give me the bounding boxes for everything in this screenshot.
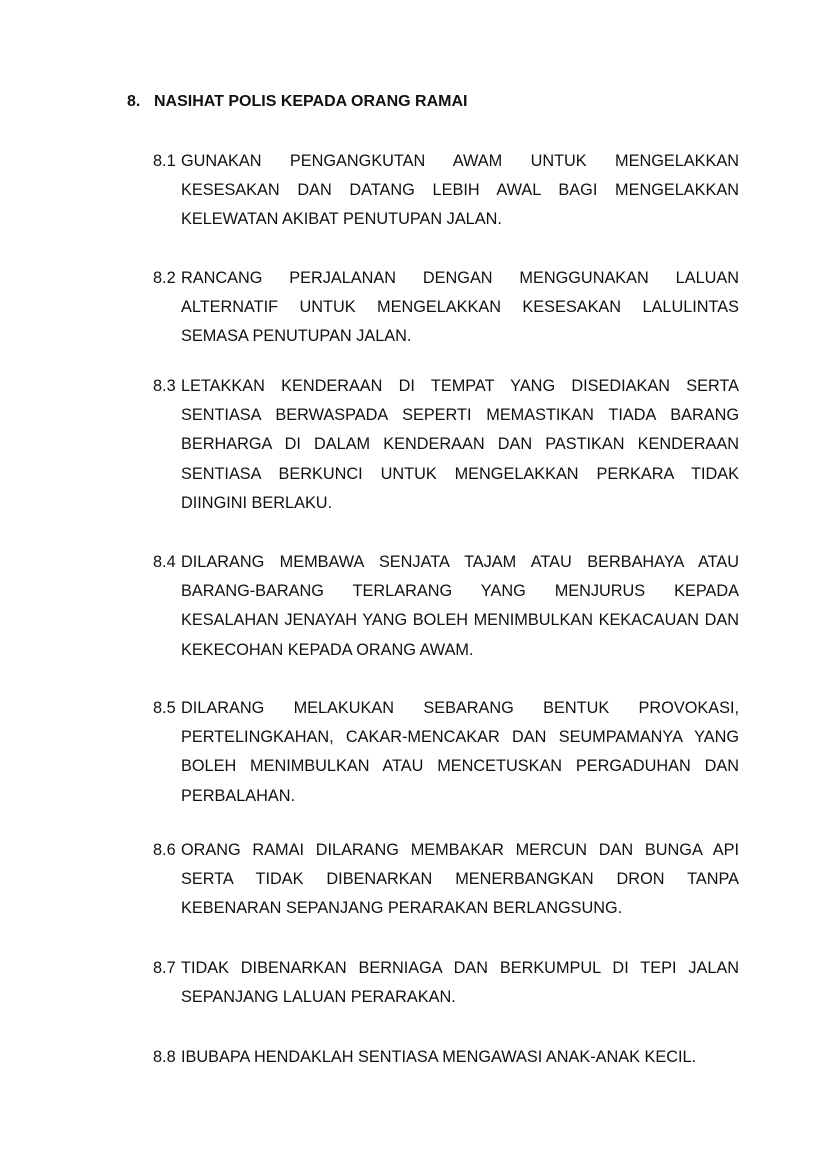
list-item bbox=[153, 1043, 739, 1072]
item-number: 8.7 bbox=[153, 959, 176, 977]
list-item bbox=[153, 954, 739, 1012]
item-number: 8.1 bbox=[153, 152, 176, 170]
item-number: 8.6 bbox=[153, 841, 176, 859]
section-title: NASIHAT POLIS KEPADA ORANG RAMAI bbox=[154, 93, 468, 110]
item-number: 8.5 bbox=[153, 699, 176, 717]
item-number: 8.8 bbox=[153, 1048, 176, 1066]
section-heading bbox=[127, 93, 467, 111]
list-item bbox=[153, 694, 739, 811]
item-number: 8.2 bbox=[153, 269, 176, 287]
item-text: DILARANG MELAKUKAN SEBARANG BENTUK PROVOKASI, PERTELINGKAHAN, CAKAR-MENCAKAR DAN SEUMPAMANYA YANG BOLEH MENIMBULKAN ATAU MENCETUSKAN PERGADUHAN DAN PERBALAHAN. bbox=[181, 699, 739, 805]
list-item bbox=[153, 548, 739, 665]
list-item bbox=[153, 264, 739, 352]
item-text: ORANG RAMAI DILARANG MEMBAKAR MERCUN DAN BUNGA API SERTA TIDAK DIBENARKAN MENERBANGKAN DRON TANPA KEBENARAN SEPANJANG PERARAKAN BERLANGSUNG. bbox=[181, 841, 739, 918]
item-number: 8.4 bbox=[153, 553, 176, 571]
section-number: 8. bbox=[127, 93, 141, 110]
item-text: RANCANG PERJALANAN DENGAN MENGGUNAKAN LALUAN ALTERNATIF UNTUK MENGELAKKAN KESESAKAN LALULINTAS SEMASA PENUTUPAN JALAN. bbox=[181, 269, 739, 346]
item-text: LETAKKAN KENDERAAN DI TEMPAT YANG DISEDIAKAN SERTA SENTIASA BERWASPADA SEPERTI MEMASTIKAN TIADA BARANG BERHARGA DI DALAM KENDERAAN DAN PASTIKAN KENDERAAN SENTIASA BERKUNCI UNTUK MENGELAKKAN PERKARA TIDAK DIINGINI BERLAKU. bbox=[181, 377, 739, 512]
list-item bbox=[153, 372, 739, 518]
list-item bbox=[153, 836, 739, 924]
item-text: DILARANG MEMBAWA SENJATA TAJAM ATAU BERBAHAYA ATAU BARANG-BARANG TERLARANG YANG MENJURUS KEPADA KESALAHAN JENAYAH YANG BOLEH MENIMBULKAN KEKACAUAN DAN KEKECOHAN KEPADA ORANG AWAM. bbox=[181, 553, 739, 659]
list-item bbox=[153, 147, 739, 235]
item-text: IBUBAPA HENDAKLAH SENTIASA MENGAWASI ANAK-ANAK KECIL. bbox=[181, 1048, 697, 1066]
item-text: GUNAKAN PENGANGKUTAN AWAM UNTUK MENGELAKKAN KESESAKAN DAN DATANG LEBIH AWAL BAGI MENGELAKKAN KELEWATAN AKIBAT PENUTUPAN JALAN. bbox=[181, 152, 739, 229]
item-text: TIDAK DIBENARKAN BERNIAGA DAN BERKUMPUL DI TEPI JALAN SEPANJANG LALUAN PERARAKAN. bbox=[181, 959, 739, 1007]
item-number: 8.3 bbox=[153, 377, 176, 395]
